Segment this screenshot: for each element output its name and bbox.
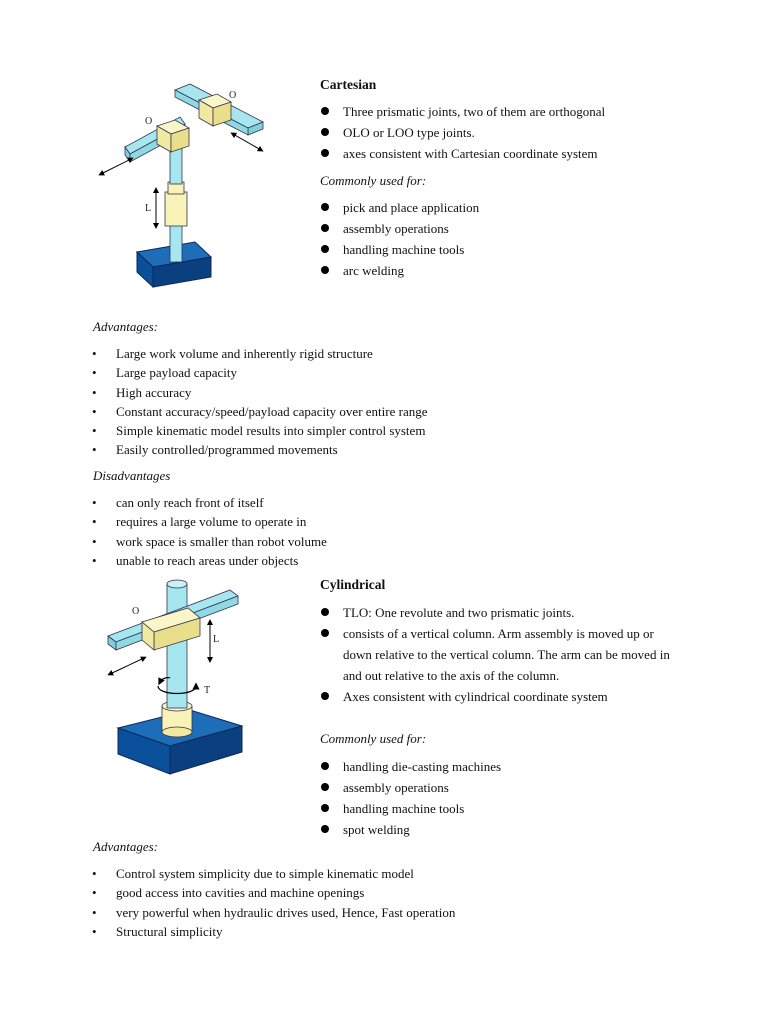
list-item: • Large work volume and inherently rigid structure bbox=[92, 344, 692, 363]
cylindrical-robot-diagram bbox=[100, 578, 260, 783]
list-item: • Easily controlled/programmed movements bbox=[92, 440, 692, 459]
label-t: T bbox=[204, 685, 211, 696]
list-item: • good access into cavities and machine openings bbox=[92, 883, 692, 902]
cartesian-advantages bbox=[92, 344, 692, 460]
list-item: Three prismatic joints, two of them are orthogonal bbox=[320, 101, 740, 122]
list-item: Axes consistent with cylindrical coordinate system bbox=[320, 686, 676, 707]
rail-motion-arrow bbox=[233, 134, 261, 150]
joint-block-lower bbox=[157, 120, 189, 152]
list-item: • Control system simplicity due to simple kinematic model bbox=[92, 864, 692, 883]
label-l: L bbox=[145, 203, 152, 214]
list-item: • can only reach front of itself bbox=[92, 493, 692, 512]
joint-block-upper bbox=[199, 94, 231, 126]
cartesian-disadvantages bbox=[92, 493, 692, 570]
cylindrical-points bbox=[320, 602, 676, 707]
label-o-lower: O bbox=[145, 116, 153, 127]
list-item: • Large payload capacity bbox=[92, 363, 692, 382]
list-item: arc welding bbox=[320, 260, 740, 281]
list-item: handling machine tools bbox=[320, 798, 740, 819]
cylindrical-uses bbox=[320, 756, 740, 840]
cartesian-robot-diagram bbox=[95, 82, 275, 297]
list-item: • Constant accuracy/speed/payload capacity over entire range bbox=[92, 402, 692, 421]
arm-motion-arrow bbox=[101, 159, 131, 174]
label-o: O bbox=[132, 606, 140, 617]
cartesian-points bbox=[320, 101, 740, 164]
cartesian-title: Cartesian bbox=[320, 77, 377, 92]
list-item: OLO or LOO type joints. bbox=[320, 122, 740, 143]
list-item: • work space is smaller than robot volume bbox=[92, 532, 692, 551]
list-item: assembly operations bbox=[320, 218, 740, 239]
list-item: • requires a large volume to operate in bbox=[92, 512, 692, 531]
list-item: • Simple kinematic model results into simpler control system bbox=[92, 421, 692, 440]
cylindrical-title: Cylindrical bbox=[320, 577, 386, 592]
list-item: axes consistent with Cartesian coordinate system bbox=[320, 143, 740, 164]
arm-collar bbox=[142, 608, 200, 650]
list-item: • High accuracy bbox=[92, 383, 692, 402]
label-l: L bbox=[213, 634, 220, 645]
cartesian-advantages-label: Advantages: bbox=[93, 319, 158, 334]
cylindrical-advantages bbox=[92, 864, 692, 941]
list-item: handling machine tools bbox=[320, 239, 740, 260]
cartesian-uses bbox=[320, 197, 740, 281]
list-item: assembly operations bbox=[320, 777, 740, 798]
list-item: pick and place application bbox=[320, 197, 740, 218]
arm-motion-arrow bbox=[110, 658, 144, 674]
list-item: • Structural simplicity bbox=[92, 922, 692, 941]
cartesian-used-label: Commonly used for: bbox=[320, 173, 427, 188]
list-item: • unable to reach areas under objects bbox=[92, 551, 692, 570]
cylindrical-advantages-label: Advantages: bbox=[93, 839, 158, 854]
list-item: TLO: One revolute and two prismatic joints. bbox=[320, 602, 676, 623]
cartesian-disadvantages-label: Disadvantages bbox=[93, 468, 171, 483]
cylindrical-used-label: Commonly used for: bbox=[320, 731, 427, 746]
label-o-upper: O bbox=[229, 90, 237, 101]
list-item: • very powerful when hydraulic drives used, Hence, Fast operation bbox=[92, 903, 692, 922]
list-item: consists of a vertical column. Arm assembly is moved up or down relative to the vertical column. The arm can be moved in and out relative to the axis of the column. bbox=[320, 623, 676, 686]
list-item: spot welding bbox=[320, 819, 740, 840]
list-item: handling die-casting machines bbox=[320, 756, 740, 777]
